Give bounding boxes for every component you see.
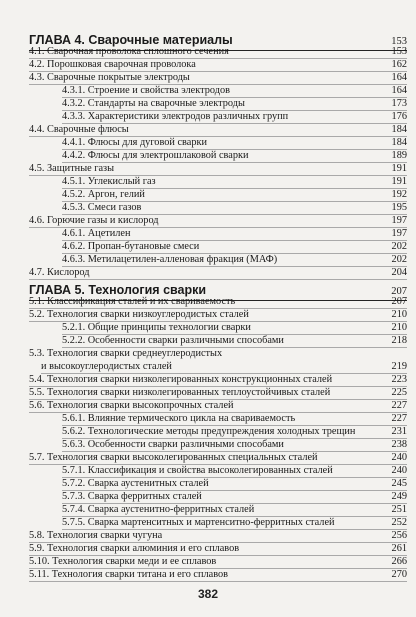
toc-entry-page: 227	[391, 400, 407, 411]
toc-entry-title: 5.6. Технология сварки высокопрочных сталей	[29, 400, 234, 411]
toc-entry-page: 266	[391, 556, 407, 567]
toc-entry-title: 5.10. Технология сварки меди и ее сплавов	[29, 556, 217, 567]
toc-entry-page: 240	[391, 465, 407, 476]
toc-entry	[29, 46, 407, 59]
toc-entry-page: 270	[391, 569, 407, 580]
toc-entry	[62, 228, 407, 241]
toc-entry-page: 164	[391, 72, 407, 83]
toc-entry-page: 192	[391, 189, 407, 200]
chapter-page: 153	[391, 36, 407, 47]
toc-entry-page: 231	[391, 426, 407, 437]
toc-entry	[29, 556, 407, 569]
toc-entry	[29, 387, 407, 400]
toc-entry-title: 5.5. Технология сварки низколегированных теплоустойчивых сталей	[29, 387, 331, 398]
toc-entry-page: 245	[391, 478, 407, 489]
toc-entry	[29, 163, 407, 176]
toc-entry-page: 197	[391, 228, 407, 239]
toc-entry	[62, 322, 407, 335]
toc-entry	[62, 150, 407, 163]
toc-entry	[62, 413, 407, 426]
toc-entry-title: 5.7.5. Сварка мартенситных и мартенситно-ферритных сталей	[62, 517, 335, 528]
toc-entry-page: 204	[391, 267, 407, 278]
toc-entry-page: 210	[391, 322, 407, 333]
toc-entry	[62, 85, 407, 98]
toc-entry-title: 4.3.1. Строение и свойства электродов	[62, 85, 230, 96]
toc-entry	[62, 465, 407, 478]
toc-entry-page: 191	[391, 176, 407, 187]
toc-entry-title: 4.4.2. Флюсы для электрошлаковой сварки	[62, 150, 249, 161]
toc-entry	[62, 202, 407, 215]
toc-entry-page: 202	[391, 254, 407, 265]
toc-entry-title: 4.6.3. Метилацетилен-алленовая фракция (МАФ)	[62, 254, 278, 265]
toc-entry-title: 5.7.4. Сварка аустенитно-ферритных сталей	[62, 504, 255, 515]
page-number: 382	[197, 587, 219, 601]
chapter-title: ГЛАВА 4. Сварочные материалы	[29, 33, 233, 47]
toc-entry	[29, 267, 407, 280]
toc-entry	[29, 543, 407, 556]
toc-entry-title: 5.6.1. Влияние термического цикла на свариваемость	[62, 413, 296, 424]
toc-entry-page: 189	[391, 150, 407, 161]
toc-entry-title: 4.3.2. Стандарты на сварочные электроды	[62, 98, 245, 109]
toc-entry-title: 5.8. Технология сварки чугуна	[29, 530, 163, 541]
toc-entry	[29, 569, 407, 582]
toc-entry-title: 4.3.3. Характеристики электродов различных групп	[62, 111, 289, 122]
toc-entry-page: 252	[391, 517, 407, 528]
toc-entry-title: 4.3. Сварочные покрытые электроды	[29, 72, 190, 83]
toc-entry	[29, 530, 407, 543]
toc-entry-title: 4.6.2. Пропан-бутановые смеси	[62, 241, 200, 252]
toc-entry-title: 4.1. Сварочная проволока сплошного сечения	[29, 46, 229, 57]
toc-entry-title: 5.1. Классификация сталей и их свариваемость	[29, 296, 236, 307]
toc-entry	[29, 296, 407, 309]
toc-entry-page: 227	[391, 413, 407, 424]
toc-entry-title: 4.2. Порошковая сварочная проволока	[29, 59, 196, 70]
toc-entry-title: 5.7.1. Классификация и свойства высоколегированных сталей	[62, 465, 333, 476]
toc-entry-title: 5.7. Технология сварки высоколегированных специальных сталей	[29, 452, 318, 463]
toc-entry-title: 4.6. Горючие газы и кислород	[29, 215, 159, 226]
toc-entry-page: 202	[391, 241, 407, 252]
toc-entry-page: 162	[391, 59, 407, 70]
toc-entry-page: 184	[391, 124, 407, 135]
toc-entry	[62, 478, 407, 491]
toc-entry	[62, 189, 407, 202]
toc-entry	[29, 348, 407, 360]
toc-entry-title: 5.2. Технология сварки низкоуглеродистых сталей	[29, 309, 249, 320]
toc-entry-page: 191	[391, 163, 407, 174]
toc-entry	[62, 176, 407, 189]
toc-entry-title: 5.9. Технология сварки алюминия и его сплавов	[29, 543, 240, 554]
toc-entry-title: 5.2.1. Общие принципы технологии сварки	[62, 322, 251, 333]
toc-entry	[62, 491, 407, 504]
toc-entry	[62, 439, 407, 452]
toc-entry	[29, 59, 407, 72]
toc-entry-page: 195	[391, 202, 407, 213]
toc-entry	[29, 72, 407, 85]
toc-entry-title: 5.6.3. Особенности сварки различными способами	[62, 439, 284, 450]
toc-entry-page: 153	[391, 46, 407, 57]
toc-entry-title: 5.3. Технология сварки среднеуглеродистых	[29, 348, 223, 359]
toc-entry-title: и высокоуглеродистых сталей	[41, 361, 172, 372]
toc-entry-title: 4.5.2. Аргон, гелий	[62, 189, 145, 200]
toc-entry	[62, 111, 407, 124]
toc-entry-page: 238	[391, 439, 407, 450]
toc-entry-page: 173	[391, 98, 407, 109]
toc-entry-title: 5.4. Технология сварки низколегированных конструкционных сталей	[29, 374, 333, 385]
toc-entry	[62, 254, 407, 267]
toc-entry-title: 5.11. Технология сварки титана и его сплавов	[29, 569, 229, 580]
toc-entry	[62, 335, 407, 348]
toc-entry-page: 197	[391, 215, 407, 226]
toc-entry-page: 219	[391, 361, 407, 372]
toc-entry-page: 225	[391, 387, 407, 398]
toc-entry-page: 251	[391, 504, 407, 515]
toc-entry-title: 5.2.2. Особенности сварки различными способами	[62, 335, 284, 346]
toc-entry-page: 249	[391, 491, 407, 502]
toc-entry-title: 4.5.1. Углекислый газ	[62, 176, 156, 187]
toc-entry	[29, 309, 407, 322]
toc-entry-title: 4.5.3. Смеси газов	[62, 202, 142, 213]
toc-entry-page: 256	[391, 530, 407, 541]
toc-entry	[62, 426, 407, 439]
toc-entry	[29, 452, 407, 465]
chapter-page: 207	[391, 286, 407, 297]
toc-entry-title: 5.7.3. Сварка ферритных сталей	[62, 491, 202, 502]
toc-entry-title: 4.4. Сварочные флюсы	[29, 124, 129, 135]
toc-entry-page: 223	[391, 374, 407, 385]
toc-entry	[29, 124, 407, 137]
toc-entry	[62, 504, 407, 517]
chapter-title: ГЛАВА 5. Технология сварки	[29, 283, 207, 297]
toc-entry-title: 4.7. Кислород	[29, 267, 90, 278]
toc-entry-page: 207	[391, 296, 407, 307]
toc-entry	[62, 137, 407, 150]
toc-entry	[29, 374, 407, 387]
toc-entry-page: 261	[391, 543, 407, 554]
toc-entry	[62, 517, 407, 530]
toc-entry-title: 5.7.2. Сварка аустенитных сталей	[62, 478, 209, 489]
toc-entry-page: 240	[391, 452, 407, 463]
toc-entry-title: 4.6.1. Ацетилен	[62, 228, 131, 239]
toc-entry-page: 176	[391, 111, 407, 122]
toc-entry-title: 4.5. Защитные газы	[29, 163, 115, 174]
toc-entry-page: 218	[391, 335, 407, 346]
toc-entry-page: 210	[391, 309, 407, 320]
toc-entry	[29, 215, 407, 228]
toc-entry-title: 5.6.2. Технологические методы предупреждения холодных трещин	[62, 426, 356, 437]
toc-entry-page: 184	[391, 137, 407, 148]
toc-entry	[62, 98, 407, 111]
toc-entry	[41, 361, 407, 374]
toc-entry-page: 164	[391, 85, 407, 96]
toc-entry-title: 4.4.1. Флюсы для дуговой сварки	[62, 137, 208, 148]
toc-entry	[62, 241, 407, 254]
toc-entry	[29, 400, 407, 413]
